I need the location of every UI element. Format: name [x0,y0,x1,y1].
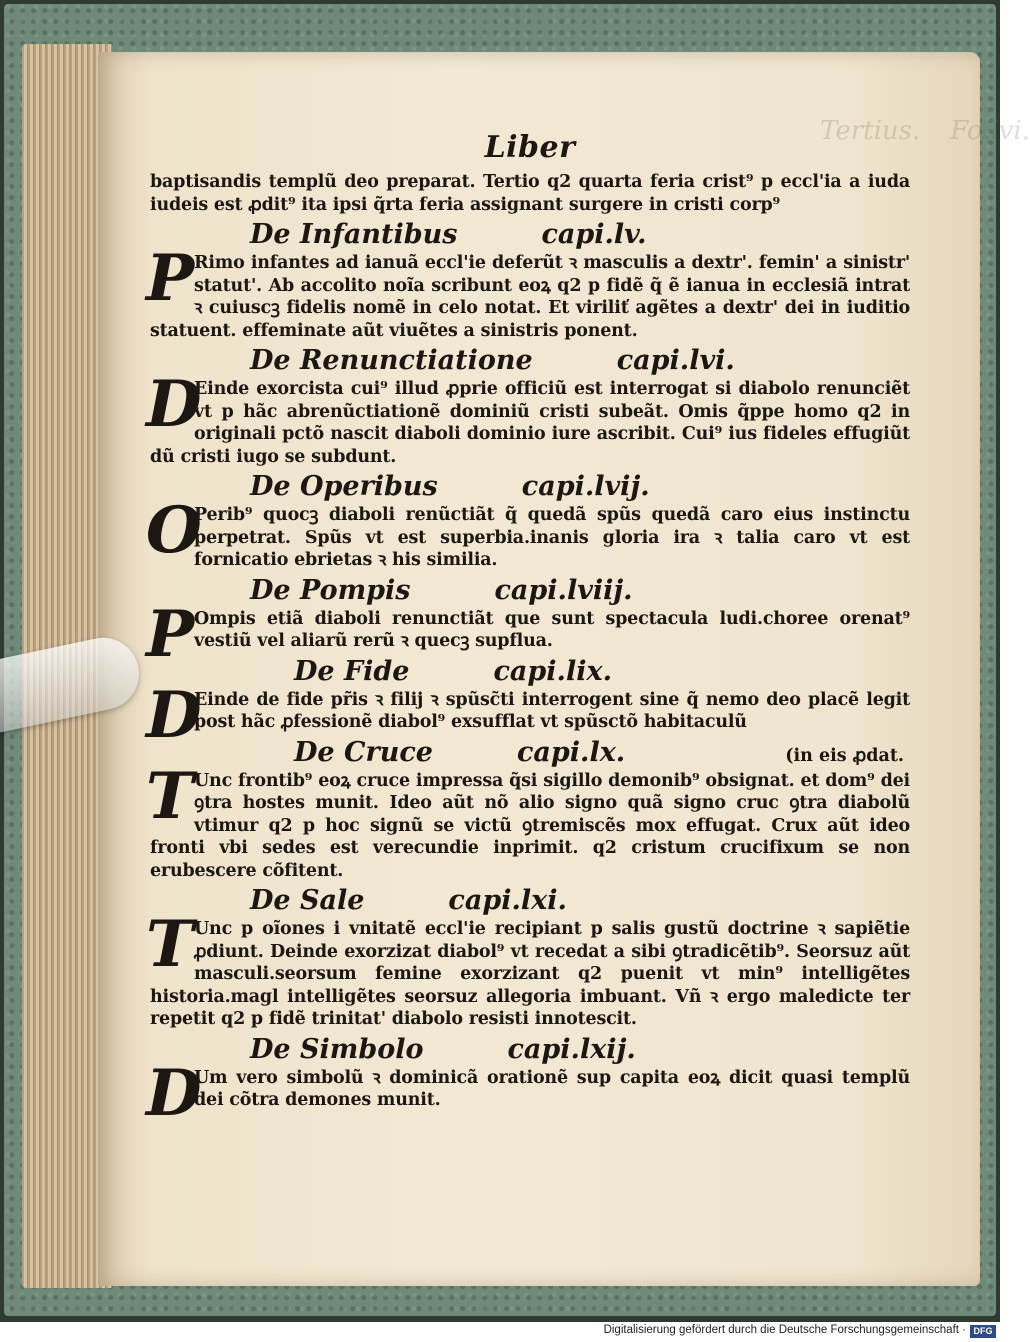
section-sale [146,884,910,1031]
heading-title: De Cruce [294,736,433,768]
digitization-footer [0,1322,1000,1342]
initial-letter: O [146,493,202,568]
section-operibus [146,470,910,572]
heading-title: De Sale [250,885,365,916]
chapter-number: capi.lvij. [521,471,650,502]
section-simbolo [146,1033,910,1131]
section-paragraph [146,1055,910,1131]
heading-title: De Infantibus [250,219,458,250]
line-continuation-note: (in eis ꝓdat. [785,745,904,766]
initial-letter: P [146,596,194,672]
section-heading [150,470,910,504]
section-text: Rimo infantes ad ianuã eccl'ie deferũt ꝛ masculis a dextr'. femin' a sinistr' statut'. Ab accolito noĩa scribunt eoꝝ q2 p fidẽ q̃ ẽ ianua in ecclesiã intrat ꝛ cuiuscꝫ fidelis nomẽ in celo notat. Et viriliť agẽtes a dextr' dei in iuditio statuent. effeminate aũt viuẽtes a sinistris ponent. [150,253,910,341]
dfg-logo-icon: DFG [970,1325,996,1338]
section-paragraph [146,907,910,1031]
section-heading [150,1033,910,1067]
funding-credit: Digitalisierung gefördert durch die Deutsche Forschungsgemeinschaft · [603,1324,966,1336]
chapter-number: capi.lix. [493,655,612,687]
section-heading [194,736,625,770]
section-heading [150,218,910,252]
heading-title: De Pompis [250,574,411,606]
section-text: Unc frontib⁹ eoꝝ cruce impressa q̃si sigillo demonib⁹ obsignat. et dom⁹ dei ꝯtra hostes munit. Ideo aũt nõ alio signo quã signo cruc ꝯtra diabolũ vtimur q2 p hoc signũ se victũ ꝯtremiscẽs mox effugat. Crux aũt ideo fronti vbi sedes est verecundie inprimit. q2 cristum crucifixum se non erubescere cõfitent. [150,770,910,881]
chapter-number: capi.lv. [541,219,647,250]
section-cruce [146,734,910,883]
section-infantibus [146,218,910,342]
section-text: Um vero simbolũ ꝛ dominicã orationẽ sup capita eoꝝ dicit quasi templũ dei cõtra demones munit. [194,1067,910,1110]
section-heading [194,655,910,689]
heading-title: De Simbolo [250,1033,424,1065]
section-heading [150,344,910,378]
chapter-number: capi.lviij. [494,574,633,606]
heading-title: De Fide [294,655,410,687]
section-paragraph [146,367,910,468]
initial-letter: T [146,758,194,834]
initial-letter: D [146,1055,202,1131]
heading-title: De Operibus [250,471,438,502]
section-paragraph [146,493,910,572]
heading-title: De Renunctiatione [250,345,533,376]
chapter-number: capi.lvi. [616,345,735,376]
page-text-block [146,130,910,1131]
running-head: Liber [484,130,576,165]
section-text: Einde de fide pr̃is ꝛ filij ꝛ spũsc̃ti interrogent sine q̃ nemo deo placẽ legit post hãc ꝓfessionẽ diabol⁹ exsufflat vt spũsctõ habitaculũ [194,689,910,732]
initial-letter: T [146,907,194,982]
initial-letter: P [146,241,194,316]
chapter-number: capi.lxij. [507,1033,636,1065]
chapter-number: capi.lx. [516,736,626,768]
section-text: Unc p oĩones i vnitatẽ eccl'ie recipiant p salis gustũ doctrine ꝛ sapiẽtie ꝓdiunt. Deinde exorzizat diabol⁹ vt recedat a sibi ꝯtradicẽtib⁹. Seorsuz aũt masculi.seorsum femine exorzizant q2 puenit vt min⁹ intelligẽtes historia.magl intelligẽtes seorsuz allegoria imbuant. Vñ ꝛ ergo maledicte ter repetit q2 p fidẽ trinitat' diabolo resisti innotescit. [150,919,910,1029]
section-text: Ompis etiã diaboli renunctiãt que sunt spectacula ludi.choree orenat⁹ vestiũ vel aliarũ rerũ ꝛ quecꝫ supflua. [194,608,910,651]
show-through-text: Tertius. Fo.lvi. [820,116,1030,146]
initial-letter: D [146,367,202,442]
section-text: Perib⁹ quocꝫ diaboli renũctiãt q̃ quedã spũs quedã caro eius instinctu perpetrat. Spũs vt est superbia.inanis gloria ira ꝛ talia caro vt est fornicatio ebrietas ꝛ his similia. [194,505,910,570]
section-paragraph [146,758,910,883]
cruce-heading-row [194,734,910,770]
section-heading [150,574,910,608]
section-text: Einde exorcista cui⁹ illud ꝓprie officiũ est interrogat si diabolo renunciẽt vt p hãc abrenũctiationẽ dominiũ cristi subeãt. Omis q̃ppe homo q2 in originali pctõ nascit diaboli dominio iure ascribit. Cui⁹ ius fideles effugiũt dũ cristi iugo se subdunt. [150,379,910,467]
section-heading [150,884,910,918]
section-renunctiatione [146,344,910,468]
section-paragraph [146,241,910,342]
opening-paragraph: baptisandis templũ deo preparat. Tertio q2 quarta feria crist⁹ p eccl'ia a iuda iudeis est ꝓdit⁹ ita ipsi q̃rta feria assignant surgere in cristi corp⁹ [150,172,910,215]
initial-letter: D [146,677,202,753]
chapter-number: capi.lxi. [448,885,567,916]
